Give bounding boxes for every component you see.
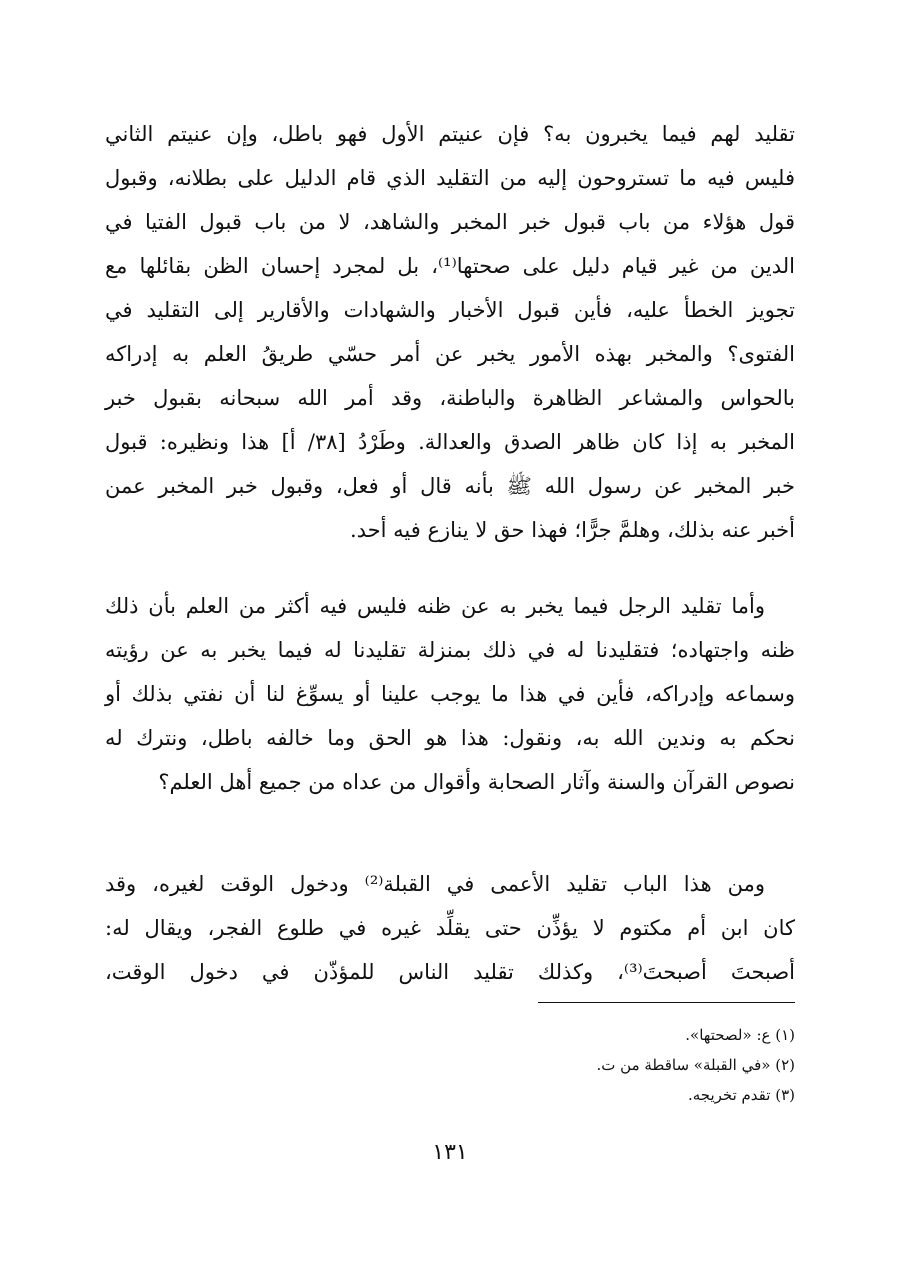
text-line: نصوص القرآن والسنة وآثار الصحابة وأقوال من عداه من جميع أهل العلم؟ (158, 770, 795, 794)
footnote-divider (538, 1002, 795, 1003)
footnotes (105, 1020, 795, 1110)
footnote-3: (٣) تقدم تخريجه. (687, 1086, 795, 1104)
paragraph-1 (105, 112, 795, 552)
paragraph-2 (105, 584, 795, 804)
text-line: أخبر عنه بذلك، وهلمَّ جرًّا؛ فهذا حق لا ينازع فيه أحد. (349, 518, 795, 542)
text-line: بالحواس والمشاعر الظاهرة والباطنة، وقد أمر الله سبحانه بقبول خبر (105, 386, 795, 410)
text-line: كان ابن أم مكتوم لا يؤذِّن حتى يقلِّد غيره في طلوع الفجر، ويقال له: (105, 916, 795, 940)
paragraph-3 (105, 862, 795, 994)
footnote-1: (١) ع: «لصحتها». (685, 1026, 795, 1044)
text-line: المخبر به إذا كان ظاهر الصدق والعدالة. وطَرْدُ [٣٨/ أ] هذا ونظيره: قبول (105, 430, 795, 454)
text-line: وسماعه وإدراكه، فأين في هذا ما يوجب علينا أو يسوِّغ لنا أن نفتي بذلك أو (105, 682, 795, 706)
text-line: تجويز الخطأ عليه، فأين قبول الأخبار والشهادات والأقارير إلى التقليد في (105, 298, 795, 322)
text-line: خبر المخبر عن رسول الله ﷺ بأنه قال أو فعل، وقبول خبر المخبر عمن (105, 474, 795, 498)
footnote-2: (٢) «في القبلة» ساقطة من ت. (596, 1056, 795, 1074)
text-line: قول هؤلاء من باب قبول خبر المخبر والشاهد، لا من باب قبول الفتيا في (105, 210, 795, 234)
text-line: الفتوى؟ والمخبر بهذه الأمور يخبر عن أمر حسّي طريقُ العلم به إدراكه (105, 342, 795, 366)
text-line: الدين من غير قيام دليل على صحتها⁽¹⁾، بل لمجرد إحسان الظن بقائلها مع (105, 254, 795, 278)
text-line: فليس فيه ما تستروحون إليه من التقليد الذي قام الدليل على بطلانه، وقبول (105, 166, 795, 190)
text-line: ظنه واجتهاده؛ فتقليدنا له في ذلك بمنزلة تقليدنا له فيما يخبر به عن رؤيته (105, 638, 795, 662)
text-line: وأما تقليد الرجل فيما يخبر به عن ظنه فليس فيه أكثر من العلم بأن ذلك (105, 594, 765, 618)
text-line: أصبحتَ أصبحتَ⁽³⁾، وكذلك تقليد الناس للمؤذّن في دخول الوقت، (105, 960, 795, 984)
text-line: ومن هذا الباب تقليد الأعمى في القبلة⁽²⁾ ودخول الوقت لغيره، وقد (105, 872, 765, 896)
text-line: تقليد لهم فيما يخبرون به؟ فإن عنيتم الأول فهو باطل، وإن عنيتم الثاني (105, 122, 795, 146)
page-number: ١٣١ (432, 1140, 468, 1165)
text-line: نحكم به وندين الله به، ونقول: هذا هو الحق وما خالفه باطل، ونترك له (105, 726, 795, 750)
